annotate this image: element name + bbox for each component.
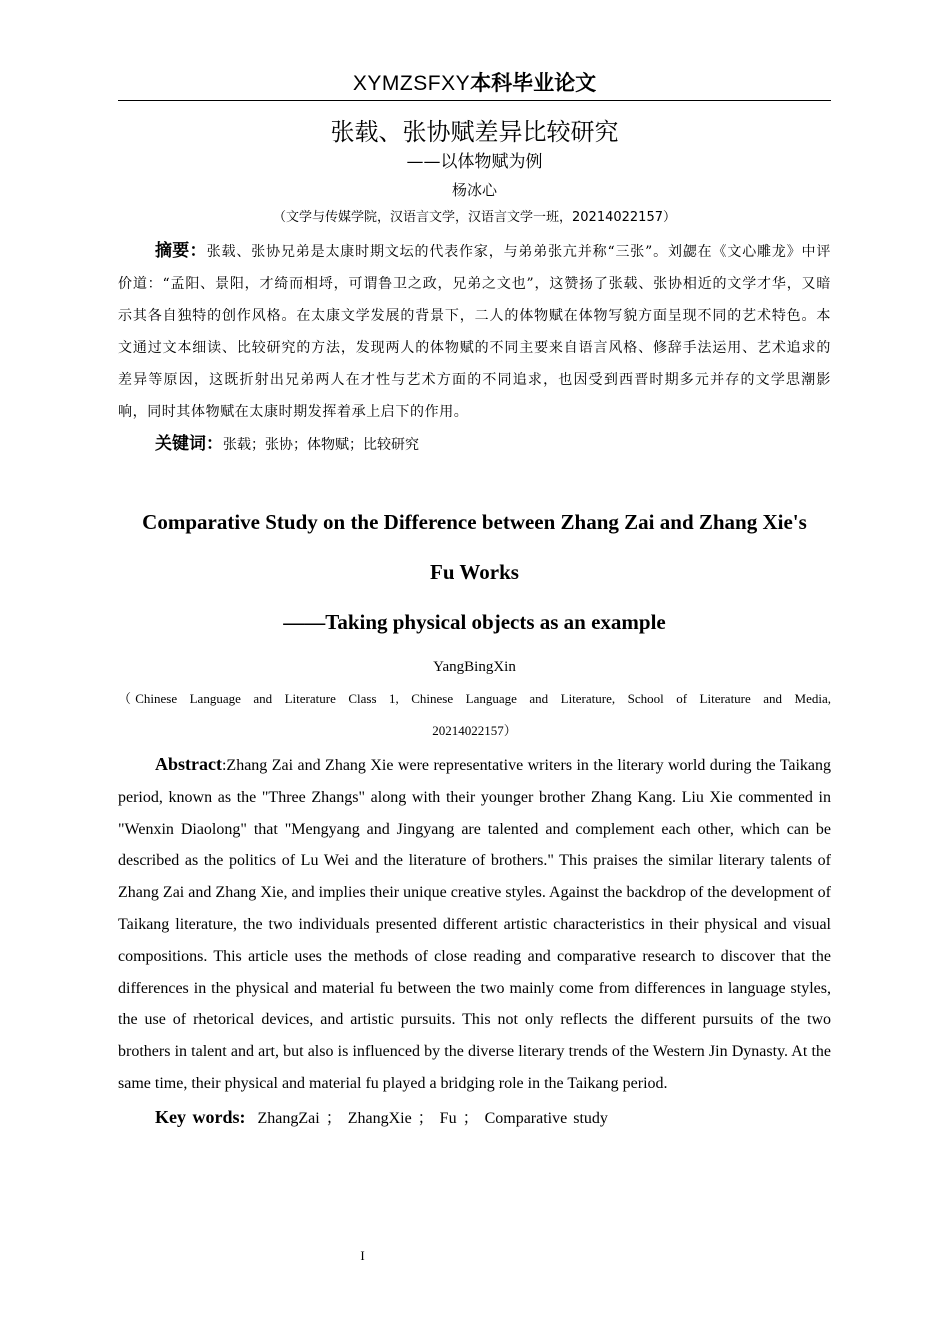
- chinese-abstract-text: 张载、张协兄弟是太康时期文坛的代表作家，与弟弟张亢并称“三张”。刘勰在《文心雕龙》中评价道：“孟阳、景阳，才绮而相埒，可谓鲁卫之政，兄弟之文也”，这赞扬了张载、张协相近的文学才华，又暗示其各自独特的创作风格。在太康文学发展的背景下，二人的体物赋在体物写貌方面呈现不同的艺术特色。本文通过文本细读、比较研究的方法，发现两人的体物赋的不同主要来自语言风格、修辞手法运用、艺术追求的差异等原因，这既折射出兄弟两人在才性与艺术方面的不同追求，也因受到西晋时期多元并存的文学思潮影响，同时其体物赋在太康时期发挥着承上启下的作用。: [118, 244, 831, 420]
- chinese-subtitle: ——以体物赋为例: [406, 152, 543, 172]
- english-author: YangBingXin: [433, 659, 516, 675]
- english-subtitle: ——Taking physical objects as an example: [283, 610, 666, 634]
- chinese-abstract-label: 摘要：: [155, 241, 207, 261]
- header-code: XYMZSFXY: [352, 72, 471, 95]
- english-keywords-text: ZhangZai ； ZhangXie ； Fu ； Comparative study: [257, 1109, 608, 1127]
- chinese-keywords-label: 关键词：: [155, 434, 223, 454]
- english-keywords-label: Key words:: [155, 1106, 246, 1127]
- chinese-affiliation: （文学与传媒学院，汉语言文学，汉语言文学一班，20214022157）: [273, 210, 676, 225]
- english-abstract-label: Abstract: [155, 754, 222, 774]
- document-page: [118, 70, 831, 1135]
- header-title: 本科毕业论文: [470, 72, 597, 95]
- page-number: I: [360, 1248, 365, 1263]
- english-abstract-text: :Zhang Zai and Zhang Xie were representative writers in the literary world during the Taikang period, known as the "Three Zhangs" along with their younger brother Zhang Kang. Liu Xie commented in "Wenxin Diaolong" that "Mengyang and Jingyang are talented and complement each other, which can be described as the politics of Lu Wei and the literature of brothers." This praises the similar literary talents of Zhang Zai and Zhang Xie, and implies their unique creative styles. Against the backdrop of the development of Taikang literature, the two individuals presented different artistic characteristics in their physical and visual compositions. This article uses the methods of close reading and comparative research to discover that the differences in the physical and material fu between the two mainly come from differences in language styles, the use of rhetorical devices, and artistic pursuits. This not only reflects the different pursuits of the two brothers in talent and art, but also is influenced by the diverse literary trends of the Western Jin Dynasty. At the same time, their physical and material fu played a bridging role in the Taikang period.: [118, 757, 831, 1092]
- chinese-author: 杨冰心: [451, 181, 497, 199]
- running-header: [118, 70, 831, 101]
- chinese-keywords-text: 张载；张协；体物赋；比较研究: [223, 437, 419, 453]
- chinese-abstract: [118, 235, 831, 428]
- chinese-title: 张载、张协赋差异比较研究: [330, 118, 619, 146]
- english-abstract: [118, 749, 831, 1100]
- english-affiliation: （Chinese Language and Literature Class 1, Chinese Language and Literature, School of Literature and Media, 20214022157）: [118, 691, 831, 738]
- english-title: Comparative Study on the Difference between Zhang Zai and Zhang Xie's Fu Works: [142, 510, 807, 584]
- english-keywords: [118, 1101, 831, 1135]
- chinese-keywords: [118, 428, 831, 461]
